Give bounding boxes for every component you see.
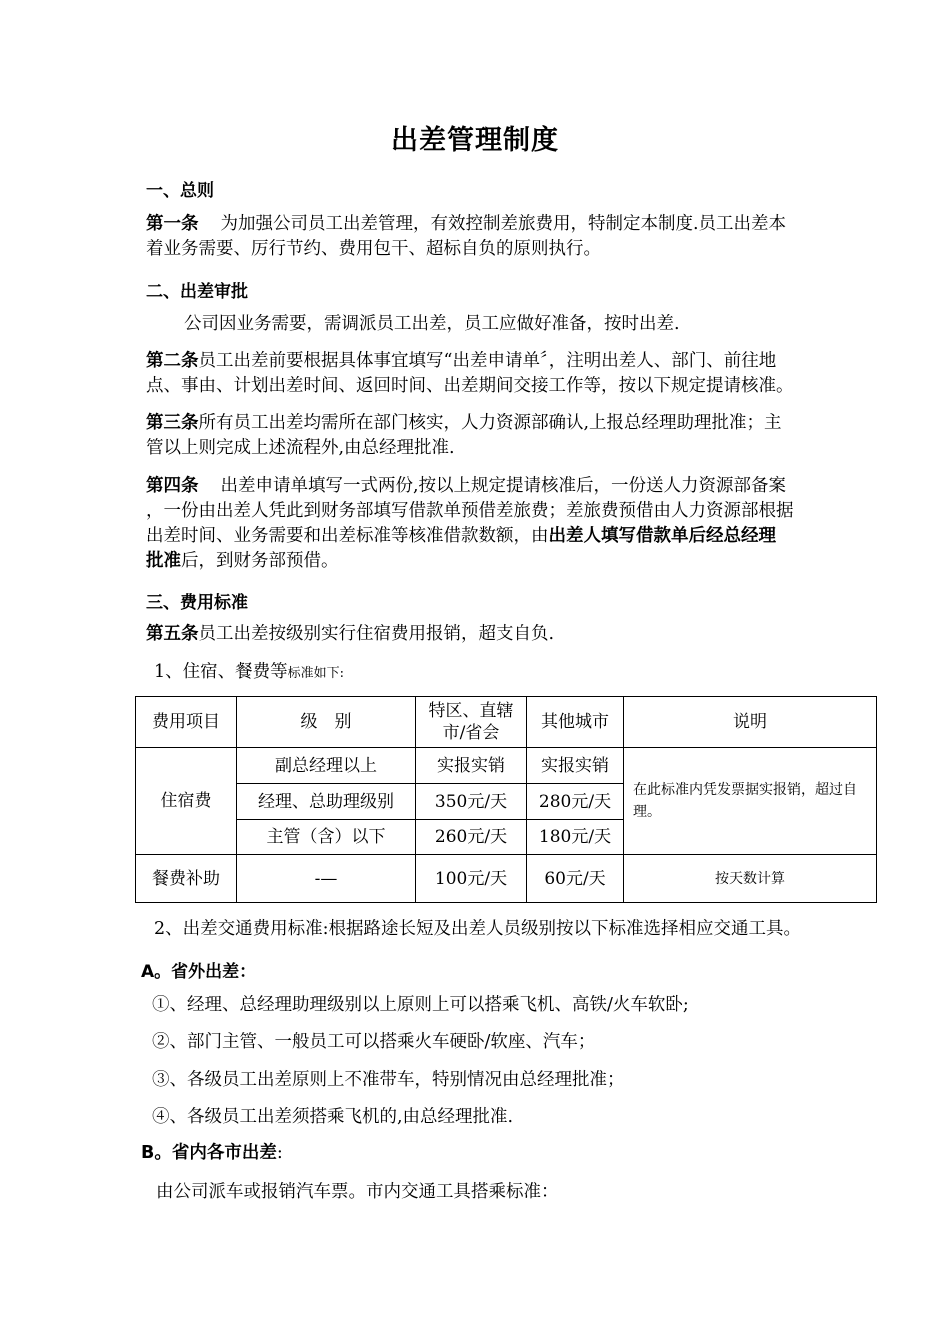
table-cell: 180元/天 — [527, 820, 624, 855]
table-cell: 280元/天 — [527, 784, 624, 820]
article-4-line-1: 出差申请单填写一式两份,按以上规定提请核准后，一份送人力资源部备案 — [220, 476, 787, 496]
section-a-item: ①、经理、总经理助理级别以上原则上可以搭乘飞机、高铁/火车软卧; — [152, 995, 689, 1015]
article-4-line-4: 后，到财务部预借。 — [181, 551, 339, 571]
item-1-text: 1、住宿、餐费等 — [154, 662, 288, 682]
article-4-line-4-bold: 批准 — [146, 551, 181, 571]
table-cell: -— — [237, 855, 416, 903]
table-row — [136, 748, 877, 784]
article-5-text: 员工出差按级别实行住宿费用报销，超支自负. — [198, 624, 555, 644]
article-2-line-2: 点、事由、计划出差时间、返回时间、出差期间交接工作等，按以下规定提请核准。 — [146, 376, 794, 396]
section-b-colon: : — [276, 1143, 283, 1163]
article-1-label: 第一条 — [146, 214, 199, 234]
lodging-label: 住宿费 — [136, 748, 237, 855]
table-cell: 经理、总助理级别 — [237, 784, 416, 820]
table-cell: 60元/天 — [527, 855, 624, 903]
meal-note: 按天数计算 — [624, 855, 877, 903]
table-cell: 实报实销 — [416, 748, 527, 784]
article-2 — [146, 349, 856, 399]
article-2-line-1: 员工出差前要根据具体事宜填写“出差申请单〞，注明出差人、部门、前往地 — [198, 351, 777, 371]
table-cell: 主管（含）以下 — [237, 820, 416, 855]
section-a-item: ②、部门主管、一般员工可以搭乘火车硬卧/软座、汽车； — [152, 1032, 596, 1052]
document-title: 出差管理制度 — [391, 125, 559, 156]
table-header-row — [136, 697, 877, 748]
meal-label: 餐费补助 — [136, 855, 237, 903]
table-cell: 260元/天 — [416, 820, 527, 855]
section-heading-expense: 三、费用标准 — [146, 593, 248, 613]
table-header-cell: 级 别 — [237, 697, 416, 748]
article-1 — [146, 212, 856, 262]
section-a-heading: A。省外出差： — [141, 962, 257, 982]
table-cell: 100元/天 — [416, 855, 527, 903]
article-3-line-1: 所有员工出差均需所在部门核实，人力资源部确认,上报总经理助理批准；主 — [198, 413, 782, 433]
table-header-cell: 说明 — [624, 697, 877, 748]
article-1-line-2: 着业务需要、厉行节约、费用包干、超标自负的原则执行。 — [146, 239, 601, 259]
table-header-cell: 特区、直辖市/省会 — [416, 697, 527, 748]
article-1-line-1: 为加强公司员工出差管理，有效控制差旅费用，特制定本制度.员工出差本 — [220, 214, 787, 234]
table-cell: 实报实销 — [527, 748, 624, 784]
table-cell: 350元/天 — [416, 784, 527, 820]
lodging-note: 在此标准内凭发票据实报销，超过自理。 — [624, 748, 877, 855]
article-4-line-2: ，一份由出差人凭此到财务部填写借款单预借差旅费；差旅费预借由人力资源部根据 — [146, 501, 794, 521]
article-5-label: 第五条 — [146, 624, 199, 644]
section-heading-general: 一、总则 — [146, 181, 214, 201]
article-5 — [146, 622, 856, 647]
article-4-line-3-bold: 出差人填写借款单后经总经理 — [548, 526, 776, 546]
article-4-label: 第四条 — [146, 476, 199, 496]
section-b-heading: B。省内各市出差 — [141, 1143, 277, 1163]
table-cell: 副总经理以上 — [237, 748, 416, 784]
item-2: 2、出差交通费用标准:根据路途长短及出差人员级别按以下标准选择相应交通工具。 — [154, 919, 802, 939]
item-1-small: 标准如下: — [287, 666, 345, 681]
section-heading-approval: 二、出差审批 — [146, 282, 248, 302]
expense-table — [135, 696, 877, 903]
article-2-label: 第二条 — [146, 351, 199, 371]
section-b-text: 由公司派车或报销汽车票。市内交通工具搭乘标准： — [156, 1182, 559, 1202]
article-3 — [146, 411, 856, 461]
article-3-label: 第三条 — [146, 413, 199, 433]
article-3-line-2: 管以上则完成上述流程外,由总经理批准. — [146, 438, 455, 458]
table-header-cell: 费用项目 — [136, 697, 237, 748]
article-4-line-3: 出差时间、业务需要和出差标准等核准借款数额，由 — [146, 526, 549, 546]
item-1 — [146, 660, 864, 686]
section-a-item: ④、各级员工出差须搭乘飞机的,由总经理批准. — [152, 1107, 514, 1127]
section-b — [141, 1141, 851, 1166]
table-row — [136, 855, 877, 903]
section-a-item: ③、各级员工出差原则上不准带车，特别情况由总经理批准； — [152, 1070, 625, 1090]
article-4 — [146, 474, 856, 574]
table-header-cell: 其他城市 — [527, 697, 624, 748]
approval-intro: 公司因业务需要，需调派员工出差，员工应做好准备，按时出差. — [184, 314, 680, 334]
